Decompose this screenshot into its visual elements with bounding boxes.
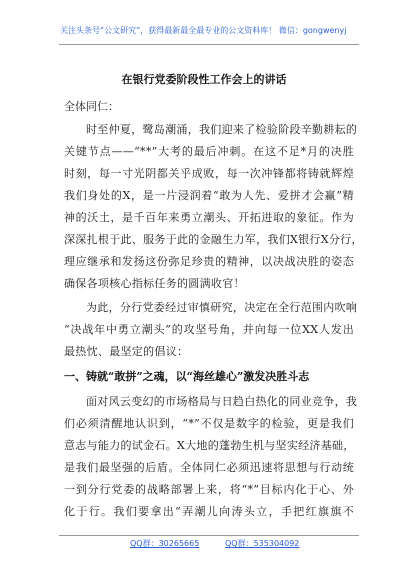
paragraph-line: “决战年中勇立潮头”的攻坚号角，并向每一位XX人发出 bbox=[64, 323, 354, 336]
salutation: 全体同仁： bbox=[64, 100, 119, 113]
document-title: 在银行党委阶段性工作会上的讲话 bbox=[121, 73, 287, 86]
paragraph-line: 一到分行党委的战略部署上来，将“*”目标内化于心、外 bbox=[64, 483, 354, 496]
paragraph-line: 时刻，每一寸光阴都关乎成败，每一次冲锋都将铸就辉煌 bbox=[64, 167, 354, 180]
paragraph-line: 我们身处的X，是一片浸润着“敢为人先、爱拼才会赢”精 bbox=[64, 189, 354, 202]
paragraph-line: 时至仲夏，鹭岛潮涌，我们迎来了检验阶段辛勤耕耘的 bbox=[86, 123, 358, 136]
paragraph-line: 为此，分行党委经过审慎研究，决定在全行范围内吹响 bbox=[86, 301, 358, 314]
paragraph-line: 是我们最坚强的后盾。全体同仁必须迅速将思想与行动统 bbox=[64, 461, 354, 474]
paragraph-line: 神的沃土，是千百年来勇立潮头、开拓进取的象征。作为 bbox=[64, 211, 354, 224]
paragraph-line: 意志与能力的试金石。X大地的蓬勃生机与坚实经济基础， bbox=[64, 439, 355, 452]
footer-qq-group-link[interactable]: QQ群：535304092 bbox=[225, 539, 300, 548]
paragraph-line: 们必须清醒地认识到，“*”不仅是数字的检验，更是我们 bbox=[64, 417, 354, 430]
header-banner: 关注头条号“公文研究”，获得最新最全最专业的公文资料库！ 微信：gongwenyj bbox=[60, 26, 347, 35]
paragraph-line: 面对风云变幻的市场格局与日趋白热化的同业竞争，我 bbox=[86, 395, 358, 408]
footer-qq-group-link[interactable]: QQ群：30265665 bbox=[130, 539, 200, 548]
footer-divider bbox=[59, 535, 359, 536]
paragraph-line: 最热忱、最坚定的倡议： bbox=[64, 345, 189, 358]
section-heading: 一、铸就“敢拼”之魂，以“海丝雄心”激发决胜斗志 bbox=[64, 370, 310, 383]
paragraph-line: 化于行。我们要拿出“弄潮儿向涛头立，手把红旗旗不 bbox=[64, 505, 354, 518]
paragraph-line: 理应继承和发扬这份弥足珍贵的精神，以决战决胜的姿态 bbox=[64, 255, 354, 268]
paragraph-line: 深深扎根于此、服务于此的金融生力军，我们X银行X分行， bbox=[64, 233, 363, 246]
header-divider bbox=[59, 44, 359, 45]
paragraph-line: 关键节点——“**”大考的最后冲刺。在这不足*月的决胜 bbox=[64, 145, 354, 158]
paragraph-line: 确保各项核心指标任务的圆满收官！ bbox=[64, 277, 245, 290]
